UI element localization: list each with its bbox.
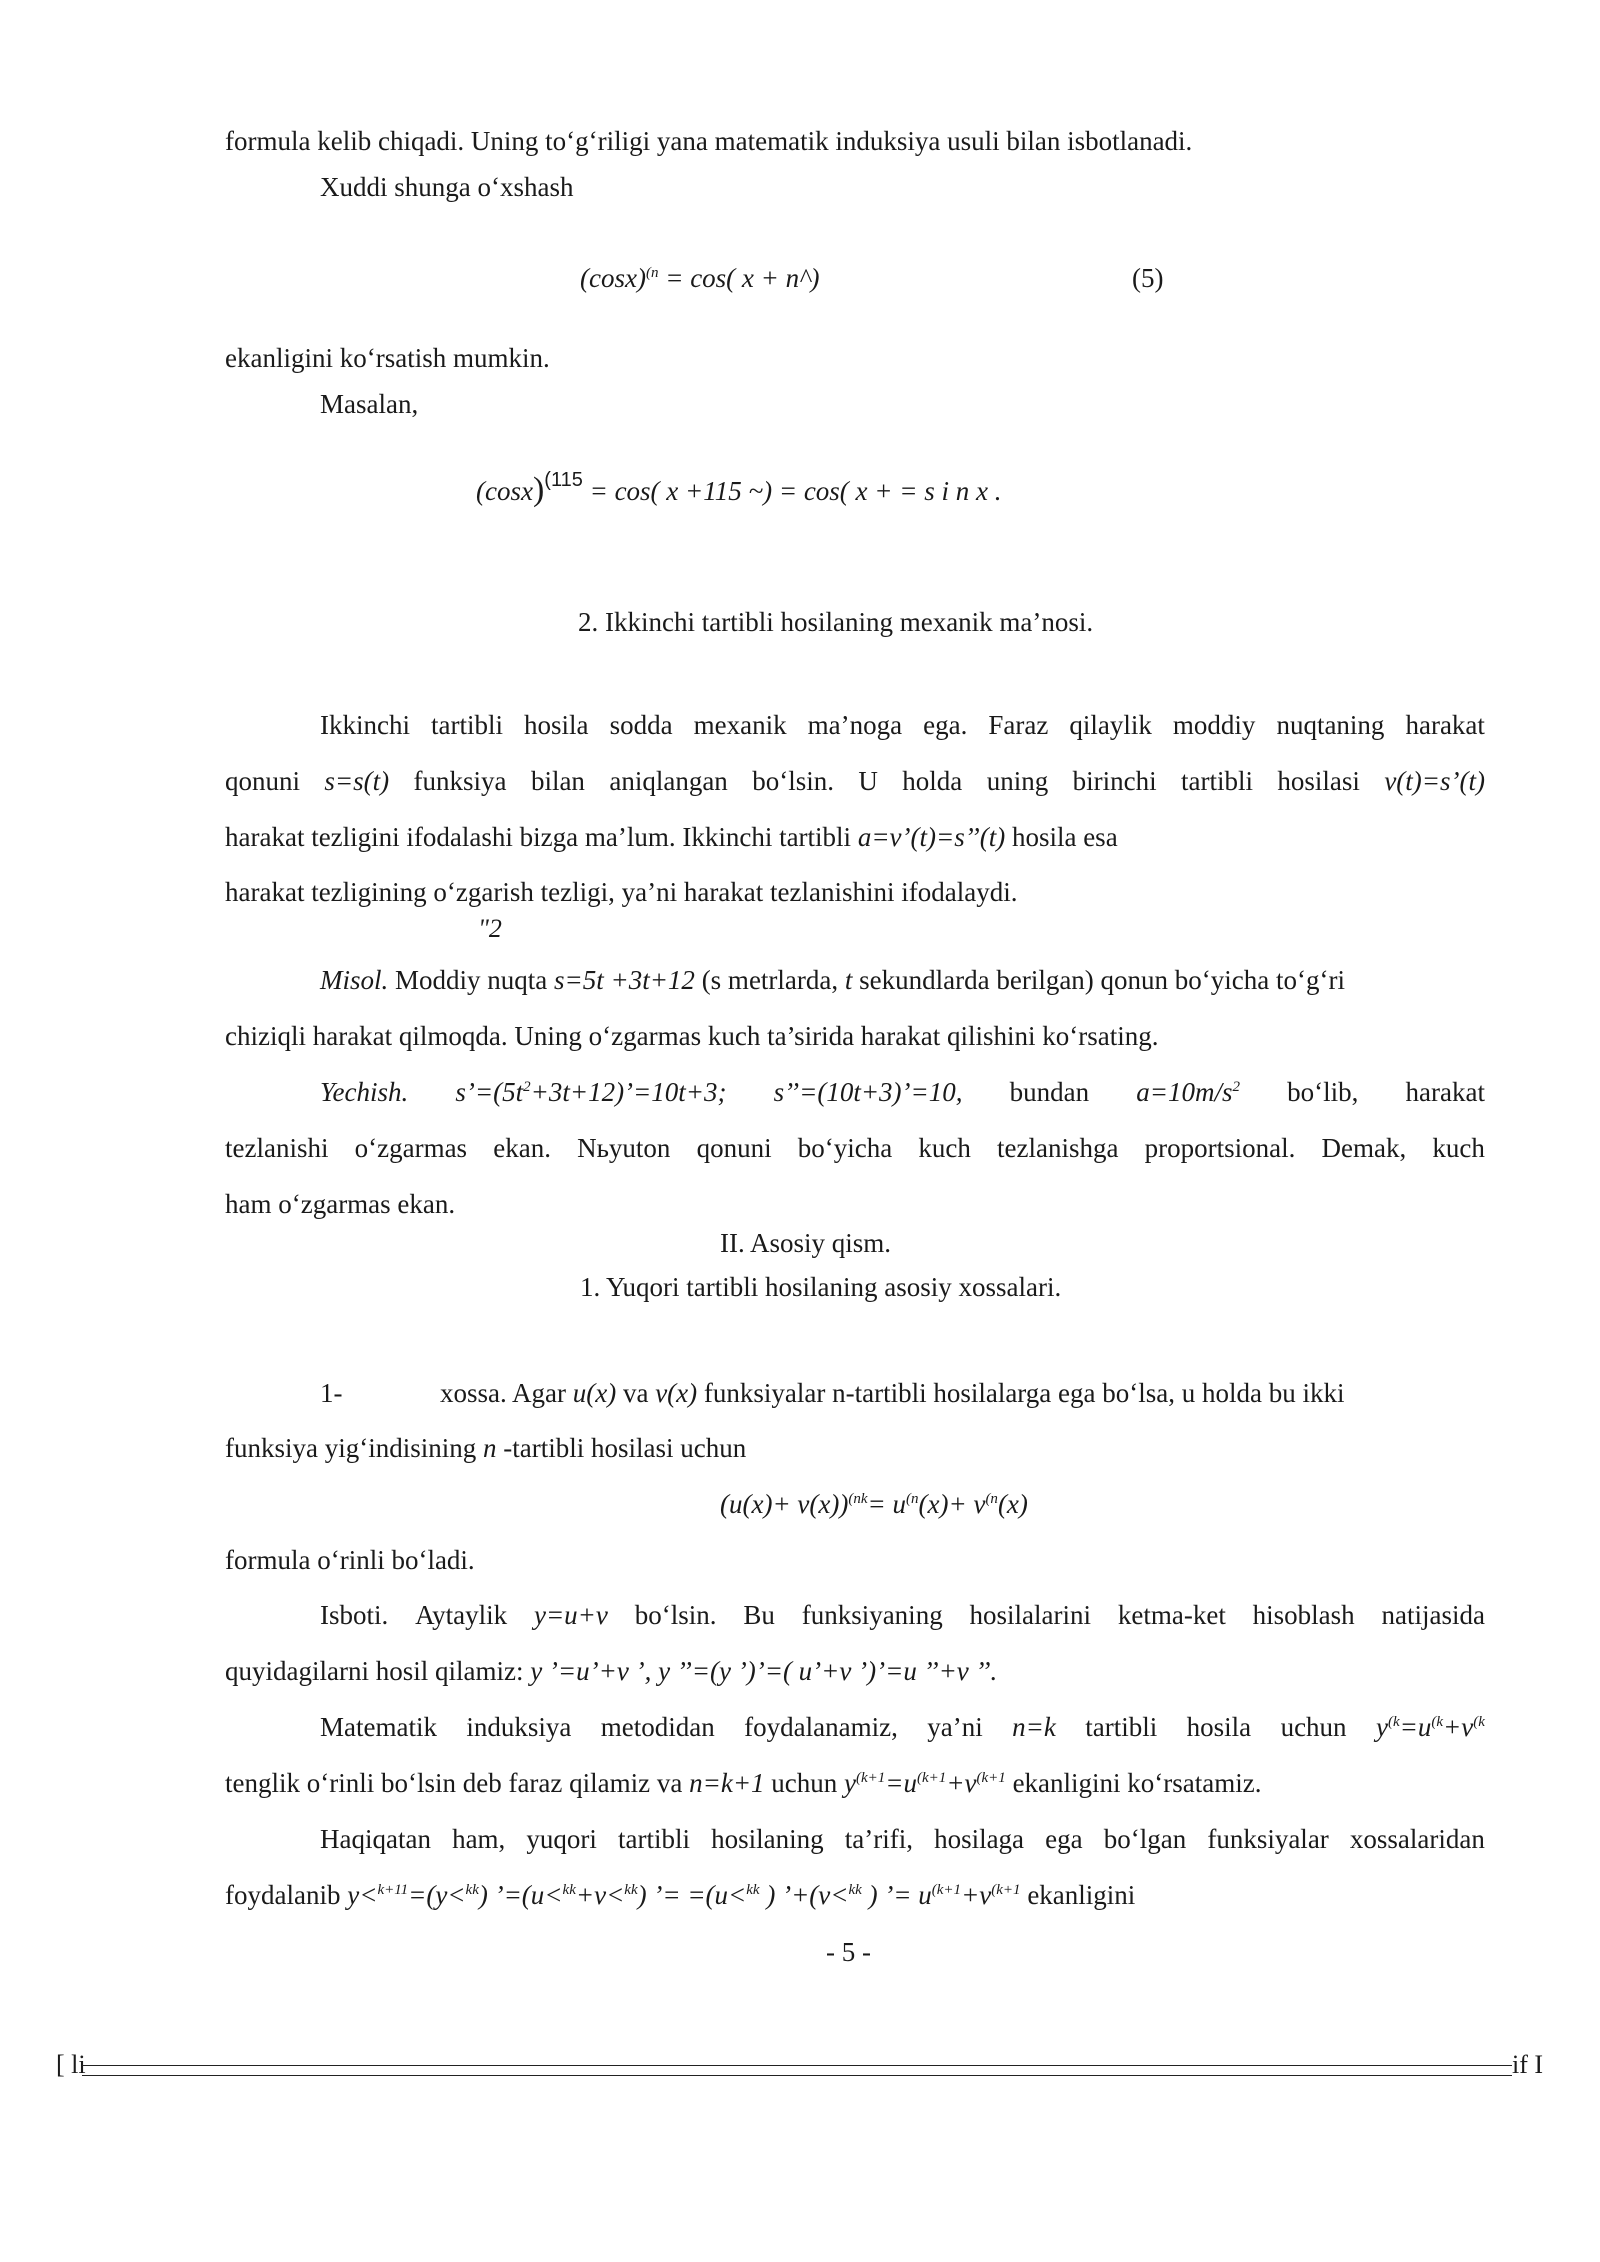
paragraph-line: qonuni s=s(t) funksiya bilan aniqlangan bo‘lsin. U holda uning birinchi tartibli hosilasi v(t)=s’(t) [225,766,1485,796]
paragraph-line: harakat tezligining o‘zgarish tezligi, ya’ni harakat tezlanishini ifodalaydi. [225,877,1018,907]
paragraph-line: quyidagilarni hosil qilamiz: y ’=u’+v ’, y ’’=(y ’)’=( u’+v ’)’=u ’’+v ’’. [225,1656,998,1686]
footer-right-mark: if I [1512,2050,1544,2079]
proof-line: Isboti. Aytaylik y=u+v bo‘lsin. Bu funksiyaning hosilalarini ketma-ket hisoblash natijasida [320,1600,1485,1630]
equation-number: (5) [1132,263,1164,293]
property-number: 1- [320,1378,343,1408]
paragraph-line: foydalanib y<$^{k+11}$=(y<$^{kk}$) ’=(u<$^{kk}$+v<$^{kk}$) ’= =(u<$^{kk}$ ) ’+(v<$^{kk}$ ) ’= $u^{(k+1}+v^{(k+1}$ ekanligini [225,1880,1136,1910]
paragraph-line: formula o‘rinli bo‘ladi. [225,1545,475,1575]
property-line: xossa. Agar u(x) va v(x) funksiyalar n-tartibli hosilalarga ega bo‘lsa, u holda bu ikki [440,1378,1345,1408]
paragraph-line: Masalan, [320,389,419,419]
paragraph-line: ham o‘zgarmas ekan. [225,1189,456,1219]
paragraph-line: Ikkinchi tartibli hosila sodda mexanik ma’noga ega. Faraz qilaylik moddiy nuqtaning harakat [320,710,1485,740]
paragraph-line: Xuddi shunga o‘xshash [320,172,574,202]
solution-line: Yechish. $s’=(5t^2+3t+12)’=10t+3$; s’’=(10t+3)’=10, bundan $a=10m/s^2$ bo‘lib, harakat [320,1077,1485,1107]
paragraph-line: chiziqli harakat qilmoqda. Uning o‘zgarmas kuch ta’sirida harakat qilishini ko‘rsating. [225,1021,1159,1051]
paragraph-line: tezlanishi o‘zgarmas ekan. Nьyuton qonuni bo‘yicha kuch tezlanishga proportsional. Demak, kuch [225,1133,1485,1163]
section-heading: 2. Ikkinchi tartibli hosilaning mexanik ma’nosi. [578,607,1094,637]
footer-rule-bottom [82,2075,1512,2076]
stray-mark: "2 [478,914,502,943]
paragraph-line: funksiya yig‘indisining n -tartibli hosilasi uchun [225,1433,747,1463]
footer-rule-top [82,2065,1512,2066]
paragraph-line: formula kelib chiqadi. Uning to‘g‘riligi yana matematik induksiya usuli bilan isbotlanadi. [225,126,1193,156]
induction-line: Matematik induksiya metodidan foydalanamiz, ya’ni n=k tartibli hosila uchun $y^{(k}=u^{(k}+v^{(k}$ [320,1712,1485,1742]
part-heading: II. Asosiy qism. [720,1228,892,1258]
paragraph-line: Haqiqatan ham, yuqori tartibli hosilaning ta’rifi, hosilaga ega bo‘lgan funksiyalar xossalaridan [320,1824,1485,1854]
paragraph-line: tenglik o‘rinli bo‘lsin deb faraz qilamiz va n=k+1 uchun $y^{(k+1}=u^{(k+1}+v^{(k+1}$ ekanligini ko‘rsatamiz. [225,1768,1262,1798]
paragraph-line: harakat tezligini ifodalashi bizga ma’lum. Ikkinchi tartibli a=v’(t)=s’’(t) hosila esa [225,822,1118,852]
subsection-heading: 1. Yuqori tartibli hosilaning asosiy xossalari. [580,1272,1062,1302]
sum-derivative-equation: $(u(x)+ v(x))^{(nk}= u^{(n}(x)+ v^{(n}(x)$ [720,1489,1028,1519]
example-equation: $(\cos x)^{(115} = \cos$( x +115 ~) = cos( x + = s i n x . [476,469,1002,508]
paragraph-line: ekanligini ko‘rsatish mumkin. [225,343,550,373]
page-number: - 5 - [826,1937,871,1967]
footer-left-mark: [ li [56,2050,86,2079]
example-line: Misol. Moddiy nuqta s=5t +3t+12 (s metrlarda, t sekundlarda berilgan) qonun bo‘yicha to‘g‘ri [320,965,1345,995]
equation-5: $(\cos x)^{(n} = \cos$( x + n^) [580,263,820,293]
